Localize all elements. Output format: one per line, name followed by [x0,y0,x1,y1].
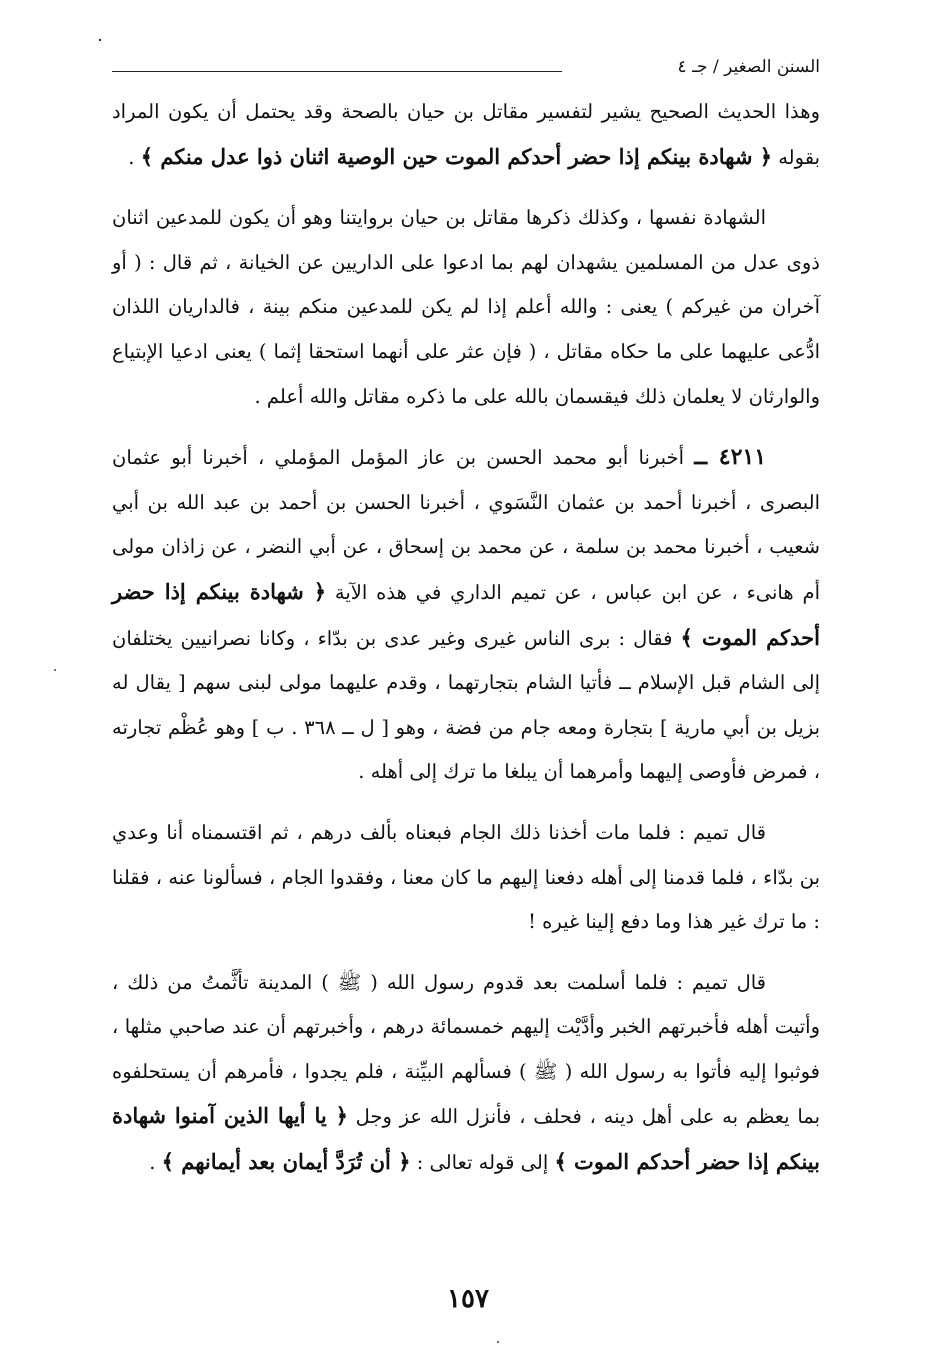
quran-verse: ﴿ شهادة بينكم إذا حضر أحدكم الموت حين الوصية اثنان ذوا عدل منكم ﴾ [140,143,773,169]
text-run: أخبرنا أبو محمد الحسن بن عاز المؤمل المؤملي ، أخبرنا أبو عثمان البصرى ، أخبرنا أحمد بن عثمان النَّسَوي ، أخبرنا الحسن بن أحمد بن عبد الله بن أبي شعيب ، أخبرنا محمد بن سلمة ، عن محمد بن إسحاق ، عن أبي النضر ، عن زاذان مولى أم هانىء ، عن ابن عباس ، عن تميم الداري في هذه الآية [112,446,820,604]
body-text [112,90,820,1186]
text-run: إلى قوله تعالى : [410,1151,555,1175]
page-number: ١٥٧ [447,1284,489,1314]
paragraph-hadith [112,435,820,795]
text-run: . [128,145,141,169]
hadith-number: ٤٢١١ ــ [694,444,767,471]
paragraph [112,811,820,945]
paragraph [112,196,820,419]
quran-verse: ﴿ أن تُرَدَّ أيمان بعد أيمانهم ﴾ [161,1149,411,1175]
text-run: قال تميم : فلما أسلمت بعد قدوم رسول الله ( ﷺ ) المدينة تأثَّمتُ من ذلك ، وأتيت أهله فأخبرتهم الخبر وأدَّيْت إليهم خمسمائة درهم ، وأخبرتهم أن عند صاحبي مثلها ، فوثبوا إليه فأتوا به رسول الله ( ﷺ ) فسألهم البيِّنة ، فلم يجدوا ، فأمرهم أن يستحلفوه بما يعظم به على أهل دينه ، فحلف ، فأنزل الله عز وجل [112,970,821,1129]
quran-verse: ﴿ يا أيها الذين آمنوا شهادة بينكم إذا حضر أحدكم الموت ﴾ [112,1103,820,1175]
quran-verse: ﴿ شهادة بينكم إذا حضر أحدكم الموت ﴾ [112,578,820,650]
text-run: الشهادة نفسها ، وكذلك ذكرها مقاتل بن حيان بروايتنا وهو أن يكون للمدعين اثنان ذوى عدل من المسلمين يشهدان لهم بما ادعوا على الداريين عن الخيانة ، ثم قال : ( أو آخران من غيركم ) يعنى : والله أعلم إذا لم يكن للمدعين منكم بينة ، فالداريان اللذان ادُّعى عليهما على ما حكاه مقاتل ، ( فإن عثر على أنهما استحقا إثما ) يعنى ادعيا الإبتياع والوارثان لا يعلمان ذلك فيقسمان بالله على ما ذكره مقاتل والله أعلم . [112,206,820,408]
text-run: وهذا الحديث الصحيح يشير لتفسير مقاتل بن حيان بالصحة وقد يحتمل أن يكون المراد بقوله [112,100,820,169]
text-run: . [149,1151,162,1175]
header-title: السنن الصغير / جـ ٤ [677,57,820,77]
text-run: قال تميم : فلما مات أخذنا ذلك الجام فبعناه بألف درهم ، ثم اقتسمناه أنا وعدي بن بدّاء ، فلما قدمنا إلى أهله دفعنا إليهم ما كان معنا ، وفقدوا الجام ، فسألونا عنه ، فقلنا : ما ترك غير هذا وما دفع إلينا غيره ! [112,820,820,934]
paragraph [112,90,820,180]
text-run: فقال : برى الناس غيرى وغير عدى بن بدّاء ، وكانا نصرانيين يختلفان إلى الشام قبل الإسلام ــ فأتيا الشام بتجارتهما ، وقدم عليهما مولى لبنى سهم [ يقال له بزيل بن أبي مارية ] بتجارة ومعه جام من فضة ، وهو [ ل ــ ٣٦٨ . ب ] وهو عُظْم تجارته ، فمرض فأوصى إليهما وأمرهما أن يبلغا ما ترك إلى أهله . [112,626,820,784]
header-rule [112,71,562,72]
running-header [112,54,820,84]
paragraph [112,961,820,1186]
